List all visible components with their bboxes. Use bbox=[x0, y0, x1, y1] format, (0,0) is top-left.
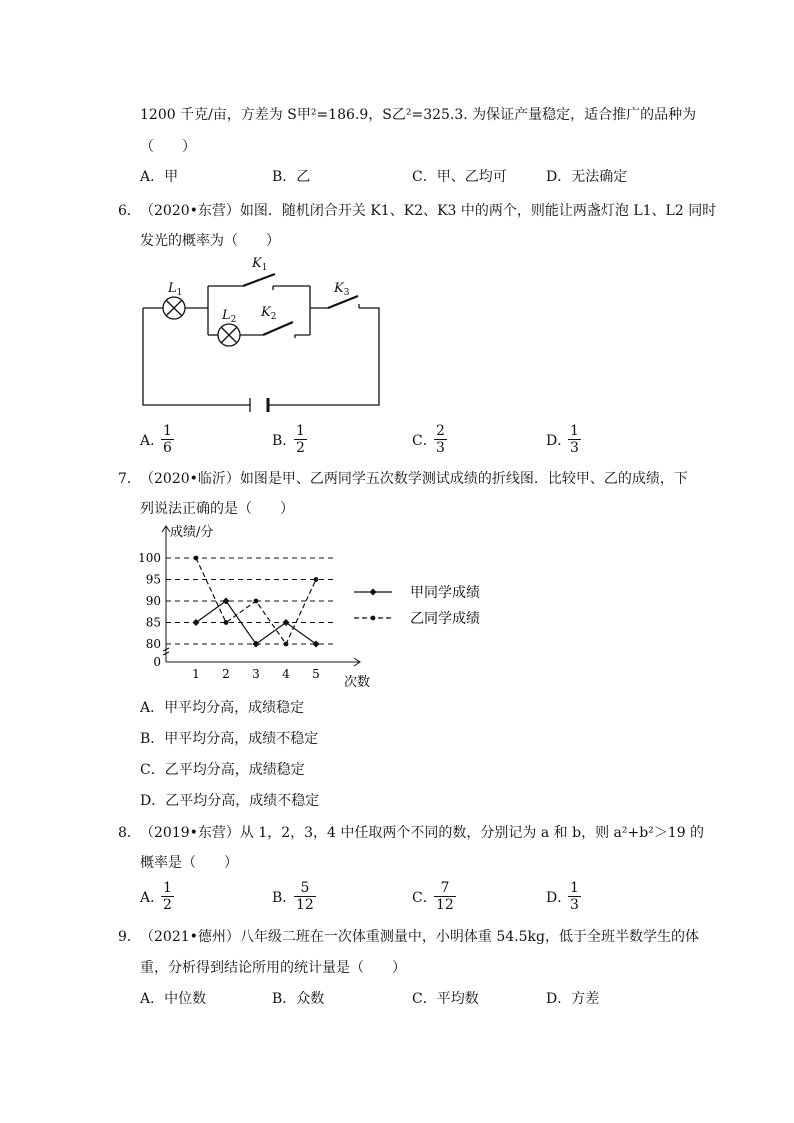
x-tick-1: 1 bbox=[192, 667, 200, 681]
q9-option-b: B．众数 bbox=[272, 991, 325, 1007]
y-tick-95: 95 bbox=[145, 572, 161, 587]
q9-option-d: D．方差 bbox=[546, 991, 600, 1007]
q6-option-b-fraction: $\frac{1}{2}$ bbox=[296, 423, 305, 456]
switch-k2-icon bbox=[263, 322, 293, 335]
series-2-point-2 bbox=[224, 620, 229, 625]
q6-circuit-diagram bbox=[130, 250, 390, 415]
q7-option-a: A．甲平均分高，成绩稳定 bbox=[140, 700, 305, 716]
legend-label-2: 乙同学成绩 bbox=[410, 611, 480, 627]
q5-option-c: C．甲、乙均可 bbox=[412, 169, 507, 185]
q7-stem-line2: 列说法正确的是（ ） bbox=[140, 501, 294, 517]
q8-option-a-letter: A． bbox=[140, 890, 165, 906]
x-tick-5: 5 bbox=[312, 667, 320, 681]
q6-stem-line1: （2020•东营）如图．随机闭合开关 K1、K2、K3 中的两个，则能让两盏灯泡 L1、L2 同时 bbox=[140, 203, 717, 219]
q5-stem-line1: 1200 千克/亩，方差为 S甲²=186.9，S乙²=325.3. 为保证产量稳定，适合推广的品种为 bbox=[140, 107, 697, 123]
q5-option-a: A．甲 bbox=[140, 169, 179, 185]
y-tick-85: 85 bbox=[145, 615, 161, 630]
x-axis-label: 次数 bbox=[344, 675, 371, 690]
y-axis-label: 成绩/分 bbox=[170, 525, 214, 540]
q7-option-b: B．甲平均分高，成绩不稳定 bbox=[140, 731, 319, 747]
q7-option-d: D．乙平均分高，成绩不稳定 bbox=[140, 793, 320, 809]
series-2-point-3 bbox=[254, 599, 259, 604]
q6-option-a-letter: A． bbox=[140, 433, 165, 449]
q7-score-line-chart bbox=[130, 520, 510, 690]
q8-option-a-fraction: $\frac{1}{2}$ bbox=[163, 880, 172, 913]
legend-marker-1 bbox=[370, 589, 377, 596]
q8-option-c-letter: C． bbox=[412, 890, 437, 906]
label-k1: $K_1$ bbox=[252, 256, 268, 273]
q8-stem-line2: 概率是（ ） bbox=[140, 855, 238, 871]
q8-option-d-letter: D． bbox=[546, 890, 572, 906]
q6-number: 6． bbox=[118, 203, 141, 219]
q5-option-d: D．无法确定 bbox=[546, 169, 628, 185]
switch-k1-icon bbox=[243, 274, 275, 286]
q9-stem-line2: 重，分析得到结论所用的统计量是（ ） bbox=[140, 960, 406, 976]
label-k2: $K_2$ bbox=[261, 305, 277, 322]
q8-option-c-fraction: $\frac{7}{12}$ bbox=[436, 880, 454, 913]
series-2-point-1 bbox=[194, 556, 199, 561]
label-k3: $K_3$ bbox=[334, 281, 350, 298]
series-2-point-4 bbox=[284, 642, 289, 647]
q5-option-b: B．乙 bbox=[272, 169, 311, 185]
q6-option-c-fraction: $\frac{2}{3}$ bbox=[436, 423, 445, 456]
q9-option-a: A．中位数 bbox=[140, 991, 207, 1007]
x-tick-4: 4 bbox=[282, 667, 290, 681]
q6-option-c-letter: C． bbox=[412, 433, 437, 449]
q6-option-d-fraction: $\frac{1}{3}$ bbox=[570, 423, 579, 456]
q6-option-a-fraction: $\frac{1}{6}$ bbox=[163, 423, 172, 456]
y-tick-90: 90 bbox=[145, 594, 161, 608]
legend-marker-2 bbox=[371, 616, 376, 621]
q8-stem-line1: （2019•东营）从 1，2，3，4 中任取两个不同的数，分别记为 a 和 b，则 a²+b²＞19 的 bbox=[140, 825, 705, 841]
x-tick-3: 3 bbox=[252, 667, 260, 681]
q8-option-b-fraction: $\frac{5}{12}$ bbox=[296, 880, 314, 913]
q7-number: 7． bbox=[118, 471, 141, 487]
q6-option-d-letter: D． bbox=[546, 433, 572, 449]
legend-label-1: 甲同学成绩 bbox=[410, 585, 480, 601]
q8-option-b-letter: B． bbox=[272, 890, 297, 906]
y-tick-0: 0 bbox=[153, 655, 161, 669]
q8-option-d-fraction: $\frac{1}{3}$ bbox=[570, 880, 579, 913]
q7-option-c: C．乙平均分高，成绩稳定 bbox=[140, 762, 305, 778]
q9-stem-line1: （2021•德州）八年级二班在一次体重测量中，小明体重 54.5kg，低于全班半数学生的体 bbox=[140, 929, 699, 945]
q8-number: 8． bbox=[118, 825, 141, 841]
q9-option-c: C．平均数 bbox=[412, 991, 479, 1007]
q6-stem-line2: 发光的概率为（ ） bbox=[140, 233, 280, 249]
q6-option-b-letter: B． bbox=[272, 433, 297, 449]
label-l1: $L_1$ bbox=[168, 281, 183, 298]
q7-stem-line1: （2020•临沂）如图是甲、乙两同学五次数学测试成绩的折线图．比较甲、乙的成绩，下 bbox=[140, 471, 688, 487]
y-tick-100: 100 bbox=[138, 551, 161, 565]
x-tick-2: 2 bbox=[222, 667, 230, 681]
series-2-point-5 bbox=[314, 577, 319, 582]
y-tick-80: 80 bbox=[145, 637, 161, 651]
q5-stem-line2: （ ） bbox=[140, 139, 196, 155]
label-l2: $L_2$ bbox=[222, 308, 237, 325]
q9-number: 9． bbox=[118, 929, 141, 945]
